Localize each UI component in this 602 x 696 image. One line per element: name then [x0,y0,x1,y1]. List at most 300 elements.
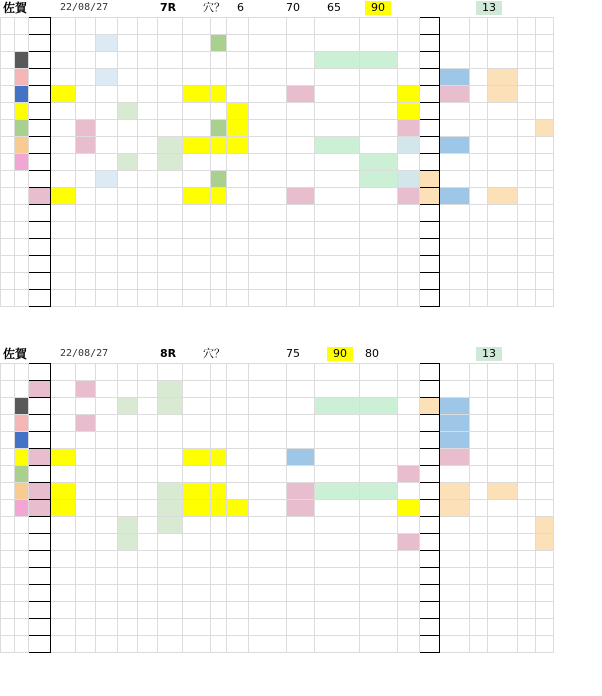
col-a [51,120,76,137]
ta [287,154,315,171]
empty-cell [360,636,398,653]
mae [227,449,249,466]
col-d [118,103,138,120]
race-number: 7R [160,1,177,14]
arrow [138,137,158,154]
mae [227,432,249,449]
empty-cell [536,222,554,239]
empty-cell [211,256,227,273]
column-header [536,18,554,35]
col-b [76,466,96,483]
col-d [118,381,138,398]
col-b [76,517,96,534]
kyori [420,466,440,483]
empty-cell [420,239,440,256]
imakishu [360,86,398,103]
row-number [1,534,15,551]
empty-cell [518,256,536,273]
col-c [96,517,118,534]
mae [227,534,249,551]
column-header [96,18,118,35]
empty-cell [183,602,211,619]
kishu [315,103,360,120]
column-header [29,364,51,381]
empty-cell [420,551,440,568]
k-count [470,137,488,154]
k-pct [440,415,470,432]
column-header [518,18,536,35]
mae [227,188,249,205]
ana-label: 穴？ [203,1,225,14]
column-header [227,364,249,381]
p-pct [488,381,518,398]
dash [211,103,227,120]
p-pct [488,120,518,137]
yami [536,137,554,154]
kyaku [158,103,183,120]
column-header [249,364,287,381]
empty-cell [227,222,249,239]
empty-cell [158,256,183,273]
col-a [51,466,76,483]
p-pct [488,69,518,86]
row-number [1,568,15,585]
empty-cell [227,585,249,602]
k-count [470,415,488,432]
k-count [470,466,488,483]
empty-cell [211,568,227,585]
empty-row [1,239,554,256]
kyaku [158,449,183,466]
horse-number [15,120,29,137]
race-header [0,0,602,17]
kiren [249,500,287,517]
empty-cell [138,619,158,636]
chaku [398,35,420,52]
dash [211,449,227,466]
kiren [249,69,287,86]
empty-cell [470,568,488,585]
col-c [96,398,118,415]
column-header [470,364,488,381]
table-row [1,432,554,449]
yami [536,415,554,432]
empty-cell [138,222,158,239]
nou [29,534,51,551]
empty-cell [76,602,96,619]
row-number [1,517,15,534]
empty-cell [398,273,420,290]
arrow [138,483,158,500]
mae [227,69,249,86]
empty-cell [118,619,138,636]
kyaku [158,52,183,69]
horse-number [15,103,29,120]
header-value-4: 80 [365,347,379,360]
empty-cell [249,585,287,602]
empty-cell [227,256,249,273]
empty-cell [249,551,287,568]
p-count [518,534,536,551]
column-header [536,364,554,381]
table-row [1,171,554,188]
col-d [118,154,138,171]
horse-number [15,534,29,551]
k-count [470,188,488,205]
col-c [96,137,118,154]
empty-cell [96,256,118,273]
dash [211,69,227,86]
empty-cell [536,619,554,636]
dash [211,415,227,432]
empty-cell [51,619,76,636]
empty-cell [398,636,420,653]
k-count [470,517,488,534]
p-count [518,137,536,154]
kyaku [158,466,183,483]
row-number [1,171,15,188]
column-header [360,364,398,381]
kiren [249,52,287,69]
col-d [118,171,138,188]
empty-cell [51,256,76,273]
kiren [249,483,287,500]
kyaku [158,69,183,86]
horse-number [15,69,29,86]
kishu [315,171,360,188]
empty-row [1,273,554,290]
empty-cell [138,256,158,273]
empty-cell [249,256,287,273]
arrow [138,86,158,103]
empty-cell [315,602,360,619]
empty-cell [211,619,227,636]
empty-cell [76,222,96,239]
nou [29,398,51,415]
empty-cell [420,222,440,239]
k-count [470,483,488,500]
race-date: 22/08/27 [60,348,109,359]
chaku [398,137,420,154]
kiren [249,381,287,398]
empty-cell [96,273,118,290]
mae [227,35,249,52]
mae [227,154,249,171]
mark [183,449,211,466]
empty-cell [470,256,488,273]
empty-cell [287,551,315,568]
col-a [51,171,76,188]
empty-cell [51,568,76,585]
row-number [1,466,15,483]
row-number [1,585,15,602]
chaku [398,500,420,517]
ta [287,381,315,398]
column-header [488,18,518,35]
mark [183,137,211,154]
empty-cell [211,602,227,619]
imakishu [360,69,398,86]
chaku [398,483,420,500]
k-pct [440,137,470,154]
empty-cell [183,636,211,653]
empty-cell [211,551,227,568]
row-number [1,619,15,636]
empty-cell [15,636,29,653]
arrow [138,171,158,188]
col-b [76,52,96,69]
k-count [470,69,488,86]
header-value-3: 90 [327,347,353,361]
yami [536,52,554,69]
kyaku [158,381,183,398]
col-c [96,500,118,517]
empty-cell [440,222,470,239]
horse-number [15,35,29,52]
p-pct [488,415,518,432]
kiren [249,120,287,137]
col-a [51,534,76,551]
empty-cell [518,273,536,290]
nou [29,154,51,171]
empty-row [1,290,554,307]
column-header [76,18,96,35]
empty-cell [315,205,360,222]
k-count [470,449,488,466]
horse-number [15,154,29,171]
imakishu [360,188,398,205]
empty-cell [96,636,118,653]
ta [287,188,315,205]
horse-number [15,483,29,500]
arrow [138,381,158,398]
empty-cell [29,205,51,222]
p-pct [488,466,518,483]
race-panel-7r [0,0,602,307]
empty-cell [15,239,29,256]
empty-cell [440,205,470,222]
col-c [96,534,118,551]
empty-cell [470,222,488,239]
header-value-5: 13 [476,347,502,361]
empty-cell [183,619,211,636]
empty-cell [138,273,158,290]
nou [29,381,51,398]
ta [287,103,315,120]
col-c [96,415,118,432]
col-d [118,432,138,449]
chaku [398,398,420,415]
race-table [0,363,554,653]
column-header [118,18,138,35]
k-count [470,534,488,551]
nou [29,120,51,137]
kishu [315,466,360,483]
empty-cell [227,619,249,636]
empty-cell [518,205,536,222]
p-count [518,432,536,449]
empty-cell [287,256,315,273]
k-pct [440,398,470,415]
header-blank [1,18,15,35]
chaku [398,415,420,432]
chaku [398,466,420,483]
empty-cell [158,205,183,222]
empty-cell [360,585,398,602]
kyaku [158,171,183,188]
p-count [518,35,536,52]
column-header [183,364,211,381]
kiren [249,188,287,205]
k-pct [440,35,470,52]
k-pct [440,517,470,534]
col-c [96,103,118,120]
empty-row [1,551,554,568]
empty-row [1,602,554,619]
empty-cell [76,636,96,653]
horse-number [15,137,29,154]
empty-cell [138,585,158,602]
empty-cell [138,568,158,585]
nou [29,517,51,534]
race-header [0,346,602,363]
kyaku [158,154,183,171]
empty-cell [518,222,536,239]
empty-cell [249,222,287,239]
empty-cell [440,568,470,585]
empty-cell [118,602,138,619]
k-pct [440,86,470,103]
table-row [1,137,554,154]
empty-cell [15,205,29,222]
col-c [96,120,118,137]
empty-cell [536,602,554,619]
col-d [118,137,138,154]
empty-cell [398,239,420,256]
row-number [1,154,15,171]
empty-cell [158,222,183,239]
row-number [1,69,15,86]
empty-cell [118,636,138,653]
p-count [518,449,536,466]
chaku [398,154,420,171]
empty-cell [227,636,249,653]
row-number [1,500,15,517]
empty-cell [420,636,440,653]
ta [287,171,315,188]
column-header [118,364,138,381]
kiren [249,171,287,188]
p-count [518,154,536,171]
nou [29,483,51,500]
empty-row [1,205,554,222]
chaku [398,188,420,205]
k-pct [440,466,470,483]
horse-number [15,517,29,534]
p-pct [488,52,518,69]
col-d [118,52,138,69]
empty-cell [118,256,138,273]
empty-cell [536,256,554,273]
column-header [440,18,470,35]
empty-cell [118,290,138,307]
col-a [51,188,76,205]
imakishu [360,449,398,466]
kyori [420,171,440,188]
empty-cell [287,290,315,307]
kishu [315,398,360,415]
p-pct [488,517,518,534]
kishu [315,154,360,171]
race-date: 22/08/27 [60,2,109,13]
empty-cell [183,256,211,273]
empty-cell [488,602,518,619]
imakishu [360,137,398,154]
table-row [1,517,554,534]
col-c [96,483,118,500]
empty-cell [470,619,488,636]
kyaku [158,188,183,205]
p-count [518,381,536,398]
empty-cell [118,585,138,602]
empty-cell [315,273,360,290]
mae [227,500,249,517]
nou [29,86,51,103]
kyori [420,398,440,415]
chaku [398,120,420,137]
p-count [518,120,536,137]
mark [183,534,211,551]
mark [183,517,211,534]
col-a [51,137,76,154]
empty-cell [287,619,315,636]
col-d [118,534,138,551]
kyaku [158,432,183,449]
chaku [398,52,420,69]
kishu [315,35,360,52]
empty-cell [227,602,249,619]
mark [183,398,211,415]
header-value-4: 90 [365,1,391,15]
empty-cell [29,273,51,290]
dash [211,398,227,415]
yami [536,69,554,86]
empty-cell [183,568,211,585]
nou [29,432,51,449]
race-number: 8R [160,347,177,360]
column-header [51,364,76,381]
column-header [287,18,315,35]
empty-cell [488,585,518,602]
empty-cell [15,290,29,307]
p-count [518,398,536,415]
kyori [420,432,440,449]
empty-cell [29,239,51,256]
race-panel-8r [0,346,602,653]
column-header [211,364,227,381]
nou [29,188,51,205]
k-count [470,52,488,69]
empty-cell [315,568,360,585]
empty-cell [158,602,183,619]
kiren [249,154,287,171]
chaku [398,534,420,551]
column-header [315,364,360,381]
col-c [96,466,118,483]
col-c [96,188,118,205]
chaku [398,171,420,188]
mark [183,103,211,120]
